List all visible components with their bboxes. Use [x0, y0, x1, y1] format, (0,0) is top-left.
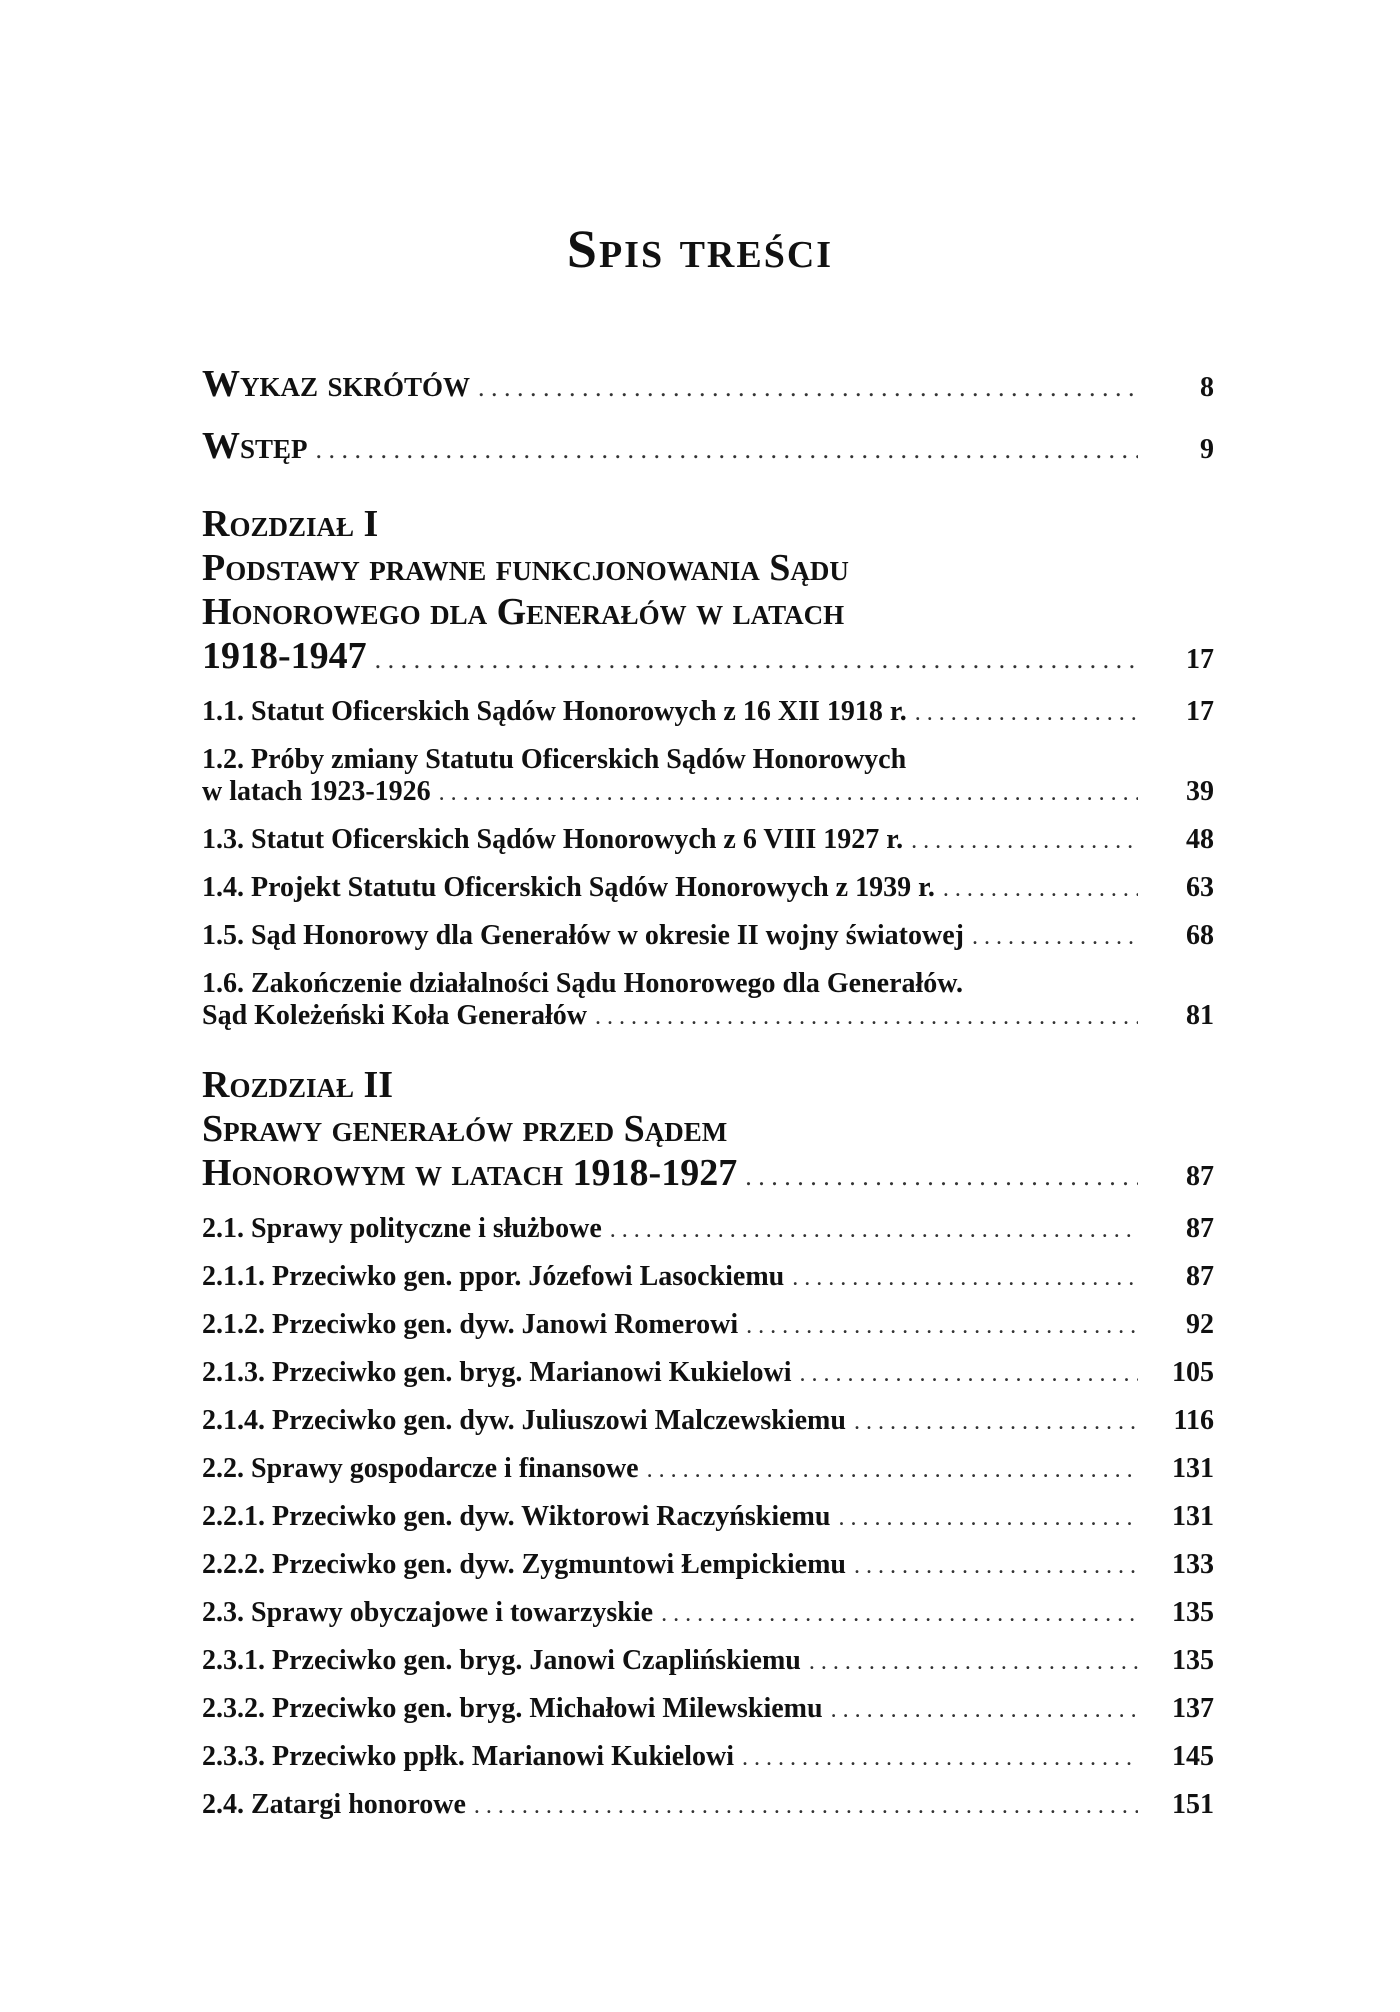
toc-page-number: 151 — [1172, 1789, 1214, 1820]
chapter-title-line: Sprawy generałów przed Sądem — [202, 1108, 728, 1150]
toc-section[interactable] — [202, 1597, 1214, 1630]
toc-section-label: 2.1. Sprawy polityczne i służbowe — [202, 1213, 602, 1244]
dot-leader — [792, 1262, 1138, 1294]
toc-section-label: 1.4. Projekt Statutu Oficerskich Sądów Honorowych z 1939 r. — [202, 872, 935, 903]
toc-page-number: 131 — [1172, 1453, 1214, 1484]
toc-section-label: 2.1.1. Przeciwko gen. ppor. Józefowi Lasockiemu — [202, 1261, 785, 1292]
toc-section[interactable] — [202, 968, 1214, 1033]
dot-leader — [838, 1502, 1138, 1534]
toc-page-number: 87 — [1186, 1261, 1214, 1292]
dot-leader — [439, 777, 1138, 809]
toc-section[interactable] — [202, 1261, 1214, 1294]
toc-section-label: 2.3. Sprawy obyczajowe i towarzyskie — [202, 1597, 654, 1628]
toc-page-number: 135 — [1172, 1645, 1214, 1676]
toc-section-label: 2.1.4. Przeciwko gen. dyw. Juliuszowi Malczewskiemu — [202, 1405, 846, 1436]
toc-section[interactable] — [202, 1741, 1214, 1774]
toc-section-label: 2.3.1. Przeciwko gen. bryg. Janowi Czaplińskiemu — [202, 1645, 801, 1676]
dot-leader — [800, 1358, 1138, 1390]
dot-leader — [316, 428, 1138, 472]
toc-section-label: 2.4. Zatargi honorowe — [202, 1789, 466, 1820]
chapter-title-line: Podstawy prawne funkcjonowania Sądu — [202, 547, 849, 589]
toc-page-number: 87 — [1186, 1213, 1214, 1244]
toc-page-number: 116 — [1173, 1405, 1214, 1436]
toc-section[interactable] — [202, 1357, 1214, 1390]
dot-leader — [831, 1694, 1138, 1726]
toc-section[interactable] — [202, 1309, 1214, 1342]
toc-page-number: 92 — [1186, 1309, 1214, 1340]
toc-section[interactable] — [202, 1789, 1214, 1822]
toc-section[interactable] — [202, 1501, 1214, 1534]
toc-page-number: 68 — [1186, 920, 1214, 951]
table-of-contents — [202, 362, 1214, 1837]
toc-section-label: 1.1. Statut Oficerskich Sądów Honorowych z 16 XII 1918 r. — [202, 696, 907, 727]
toc-section-label: 2.1.3. Przeciwko gen. bryg. Marianowi Kukielowi — [202, 1357, 792, 1388]
toc-page-number: 81 — [1186, 1000, 1214, 1031]
toc-page-number: 17 — [1186, 696, 1214, 727]
toc-section-label: 2.2. Sprawy gospodarcze i finansowe — [202, 1453, 639, 1484]
toc-section[interactable] — [202, 1213, 1214, 1246]
chapter-title-line: Honorowym w latach 1918-1927 — [202, 1152, 738, 1194]
toc-page-number: 17 — [1186, 644, 1214, 675]
toc-entry-introduction[interactable] — [202, 424, 1214, 472]
toc-page-number: 9 — [1200, 434, 1214, 465]
toc-section[interactable] — [202, 920, 1214, 953]
dot-leader — [915, 697, 1138, 729]
toc-page-number: 133 — [1172, 1549, 1214, 1580]
dot-leader — [746, 1310, 1138, 1342]
toc-section-label: 2.3.2. Przeciwko gen. bryg. Michałowi Milewskiemu — [202, 1693, 823, 1724]
dot-leader — [911, 825, 1138, 857]
dot-leader — [745, 1155, 1138, 1199]
toc-section-label: 1.5. Sąd Honorowy dla Generałów w okresie II wojny światowej — [202, 920, 964, 951]
page-title: Spis treści — [566, 219, 834, 279]
toc-section[interactable] — [202, 696, 1214, 729]
toc-entry-label: Wykaz skrótów — [202, 363, 471, 405]
toc-chapter-1[interactable] — [202, 502, 1214, 682]
toc-section[interactable] — [202, 1405, 1214, 1438]
toc-page-number: 63 — [1186, 872, 1214, 903]
toc-section-label: 2.3.3. Przeciwko ppłk. Marianowi Kukielowi — [202, 1741, 734, 1772]
chapter-title-line: 1918-1947 — [202, 635, 367, 677]
toc-section[interactable] — [202, 744, 1214, 809]
toc-section-label: 2.2.1. Przeciwko gen. dyw. Wiktorowi Raczyńskiemu — [202, 1501, 831, 1532]
toc-section-label: 1.6. Zakończenie działalności Sądu Honorowego dla Generałów. — [202, 968, 963, 999]
dot-leader — [375, 638, 1138, 682]
toc-page-number: 135 — [1172, 1597, 1214, 1628]
toc-section-label: 1.2. Próby zmiany Statutu Oficerskich Sądów Honorowych — [202, 744, 907, 775]
dot-leader — [661, 1598, 1138, 1630]
toc-section[interactable] — [202, 1693, 1214, 1726]
dot-leader — [972, 921, 1138, 953]
toc-section-label: w latach 1923-1926 — [202, 776, 431, 807]
dot-leader — [742, 1742, 1138, 1774]
dot-leader — [854, 1550, 1138, 1582]
dot-leader — [474, 1790, 1138, 1822]
toc-entry-label: Wstęp — [202, 425, 308, 467]
chapter-number: Rozdział I — [202, 503, 379, 545]
toc-page-number: 48 — [1186, 824, 1214, 855]
toc-section[interactable] — [202, 1453, 1214, 1486]
toc-section[interactable] — [202, 1549, 1214, 1582]
toc-section-label: Sąd Koleżeński Koła Generałów — [202, 1000, 587, 1031]
toc-entry-abbreviations[interactable] — [202, 362, 1214, 410]
toc-page-number: 137 — [1172, 1693, 1214, 1724]
toc-page-number: 105 — [1172, 1357, 1214, 1388]
dot-leader — [809, 1646, 1138, 1678]
dot-leader — [647, 1454, 1138, 1486]
dot-leader — [595, 1001, 1138, 1033]
toc-section[interactable] — [202, 1645, 1214, 1678]
chapter-number: Rozdział II — [202, 1064, 394, 1106]
toc-page-number: 145 — [1172, 1741, 1214, 1772]
toc-page-number: 39 — [1186, 776, 1214, 807]
dot-leader — [478, 366, 1138, 410]
dot-leader — [610, 1214, 1138, 1246]
toc-section-label: 1.3. Statut Oficerskich Sądów Honorowych z 6 VIII 1927 r. — [202, 824, 904, 855]
toc-chapter-2[interactable] — [202, 1063, 1214, 1199]
dot-leader — [854, 1406, 1138, 1438]
toc-page-number: 131 — [1172, 1501, 1214, 1532]
toc-section[interactable] — [202, 824, 1214, 857]
dot-leader — [943, 873, 1138, 905]
toc-section-label: 2.2.2. Przeciwko gen. dyw. Zygmuntowi Łempickiemu — [202, 1549, 846, 1580]
toc-page-number: 87 — [1186, 1161, 1214, 1192]
toc-page-number: 8 — [1200, 372, 1214, 403]
chapter-title-line: Honorowego dla Generałów w latach — [202, 591, 845, 633]
toc-section[interactable] — [202, 872, 1214, 905]
toc-section-label: 2.1.2. Przeciwko gen. dyw. Janowi Romerowi — [202, 1309, 739, 1340]
